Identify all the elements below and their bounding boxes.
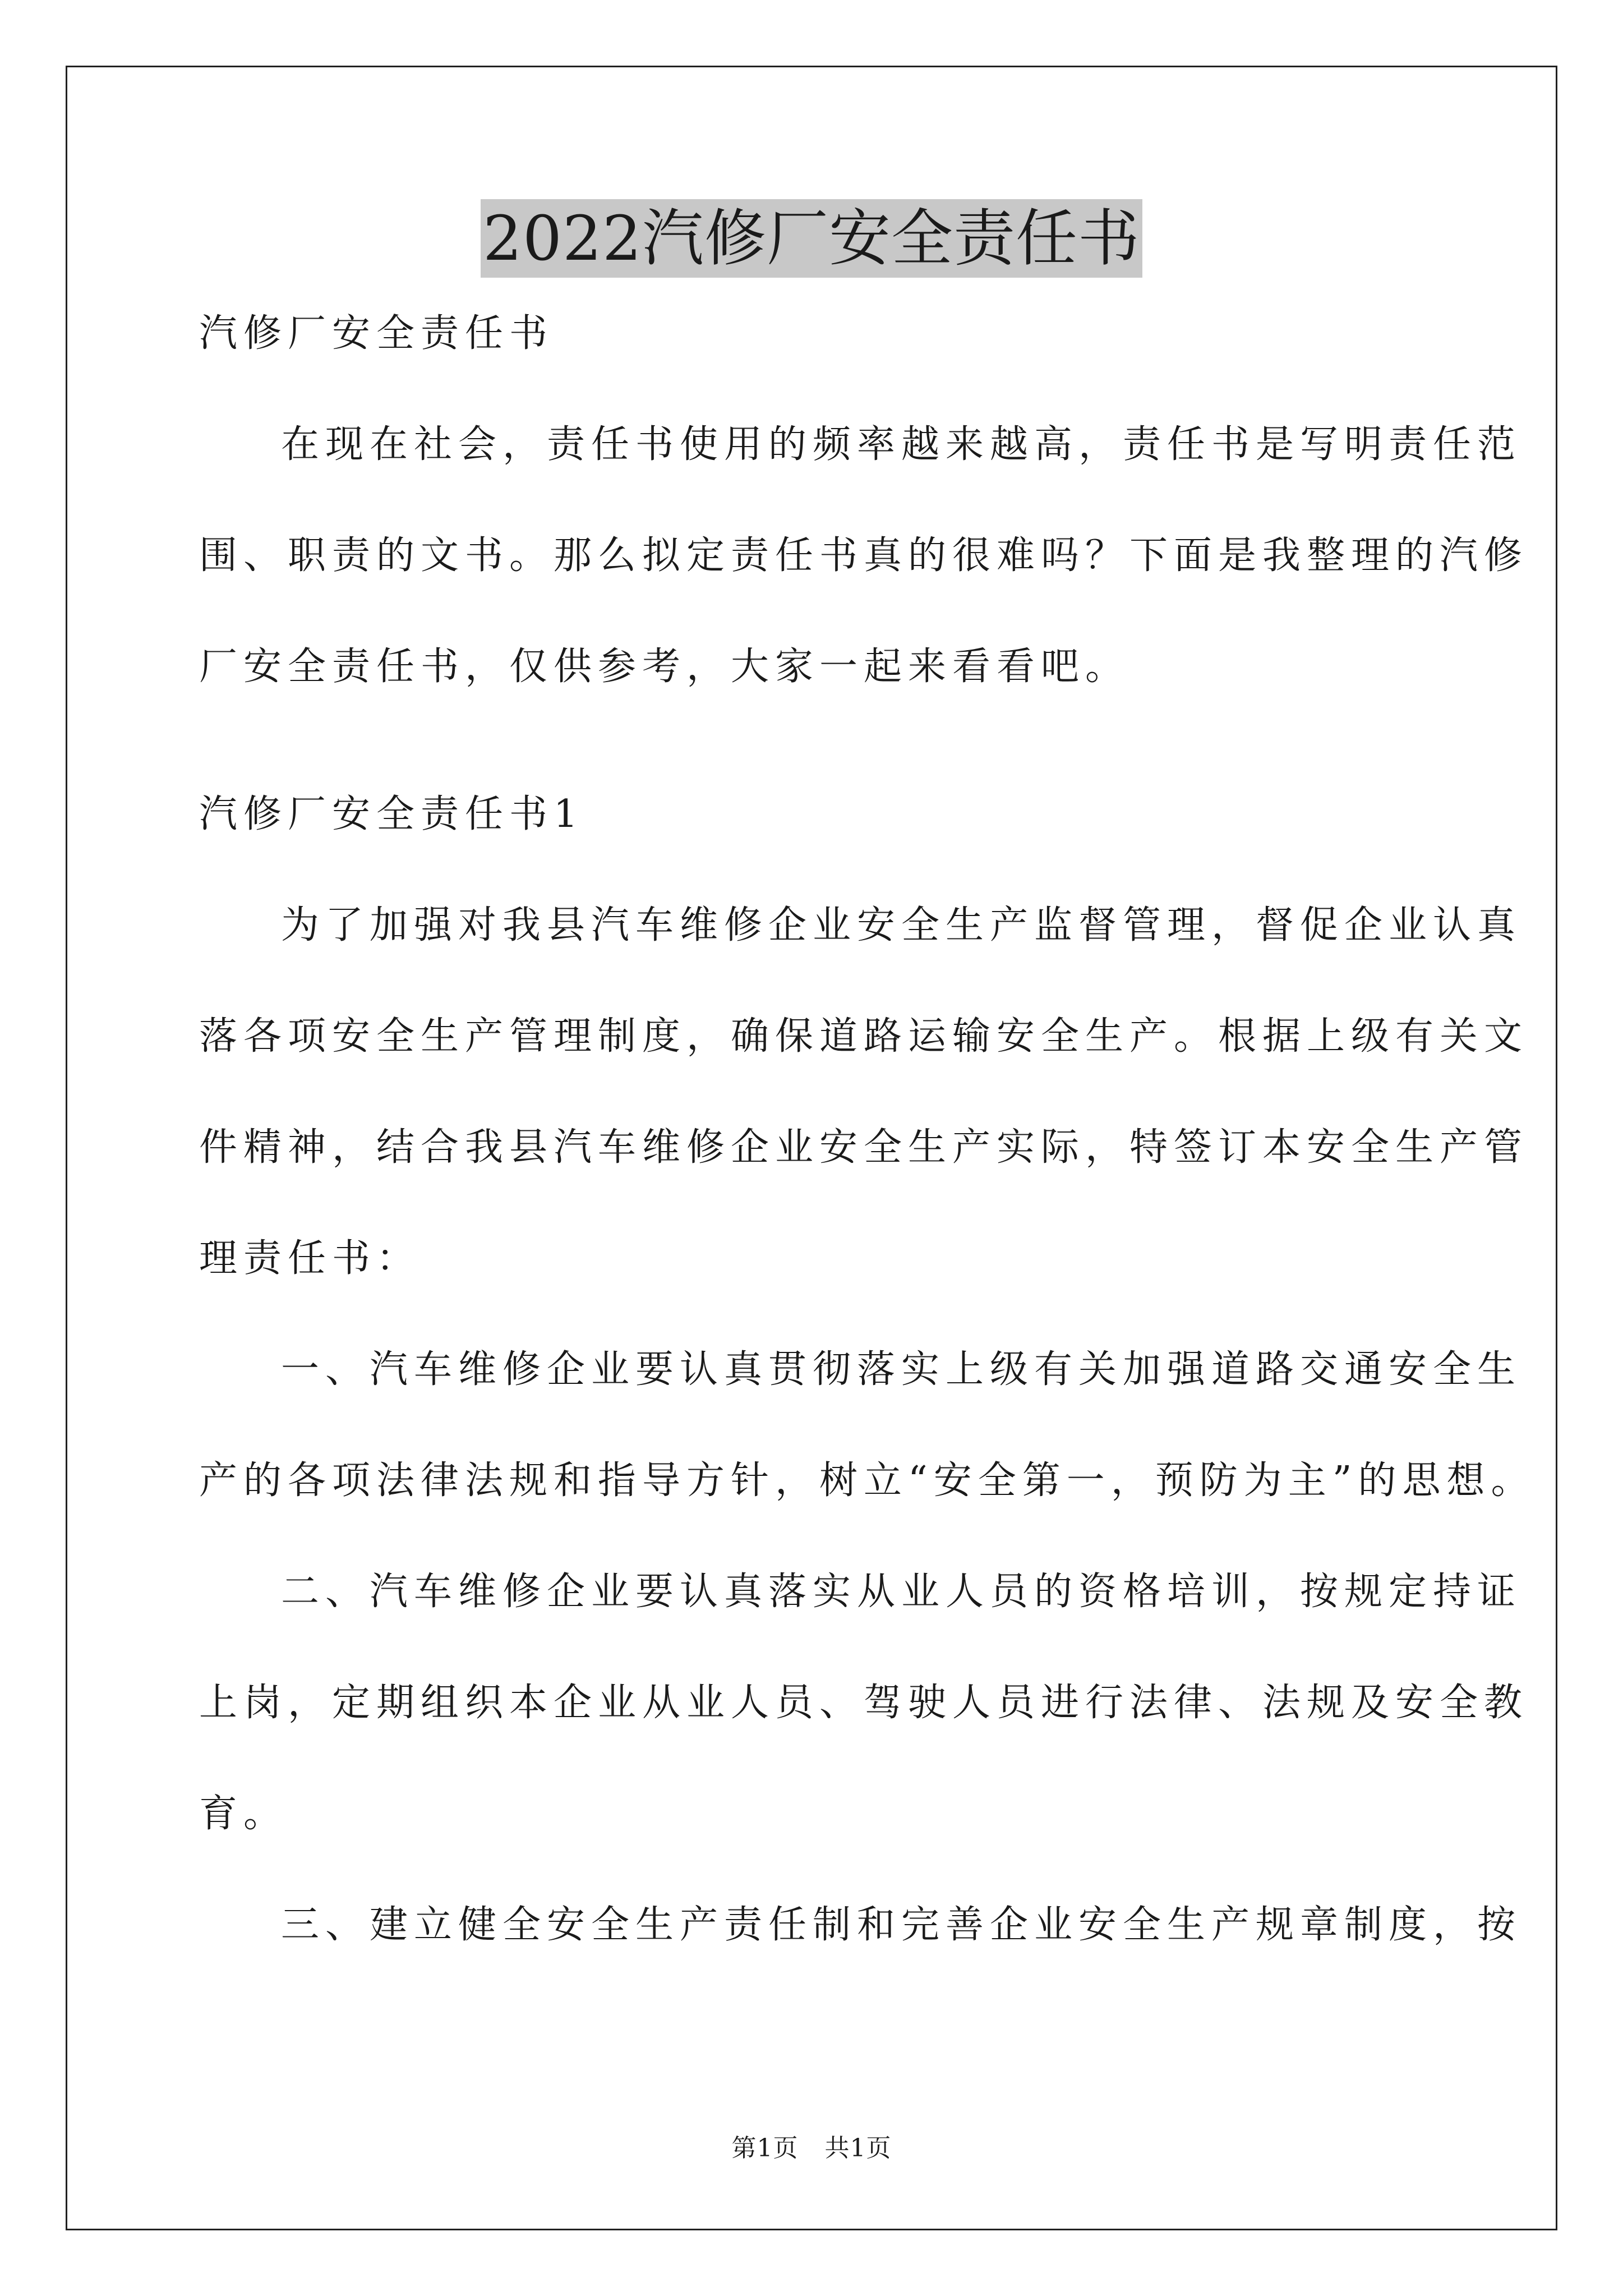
paragraph-line: 一、汽车维修企业要认真贯彻落实上级有关加强道路交通安全生 [281,1347,1522,1392]
page-number-total: 共1页 [824,2134,892,2162]
title-container [0,199,1623,278]
paragraph-line: 上岗，定期组织本企业从业人员、驾驶人员进行法律、法规及安全教 [199,1681,1529,1725]
page-footer [0,2132,1623,2165]
paragraph-line: 落各项安全生产管理制度，确保道路运输安全生产。根据上级有关文 [199,1014,1529,1059]
paragraph-line: 围、职责的文书。那么拟定责任书真的很难吗？下面是我整理的汽修 [199,533,1529,578]
paragraph-line: 育。 [199,1792,288,1836]
page-number-current: 第1页 [731,2134,799,2162]
paragraph-line: 厂安全责任书，仅供参考，大家一起来看看吧。 [199,645,1130,689]
paragraph-line: 产的各项法律法规和指导方针，树立“安全第一，预防为主”的思想。 [199,1458,1536,1503]
paragraph-line: 二、汽车维修企业要认真落实从业人员的资格培训，按规定持证 [281,1570,1522,1614]
paragraph-line: 理责任书： [199,1236,421,1281]
paragraph-line: 三、建立健全安全生产责任制和完善企业安全生产规章制度，按 [281,1903,1522,1947]
paragraph-line: 件精神，结合我县汽车维修企业安全生产实际，特签订本安全生产管 [199,1125,1529,1170]
section-heading: 汽修厂安全责任书 [199,311,554,356]
section-heading: 汽修厂安全责任书1 [199,792,584,836]
document-title: 2022汽修厂安全责任书 [481,199,1142,278]
paragraph-line: 在现在社会，责任书使用的频率越来越高，责任书是写明责任范 [281,422,1522,467]
document-body [199,311,1536,2017]
paragraph-line: 为了加强对我县汽车维修企业安全生产监督管理，督促企业认真 [281,903,1522,947]
